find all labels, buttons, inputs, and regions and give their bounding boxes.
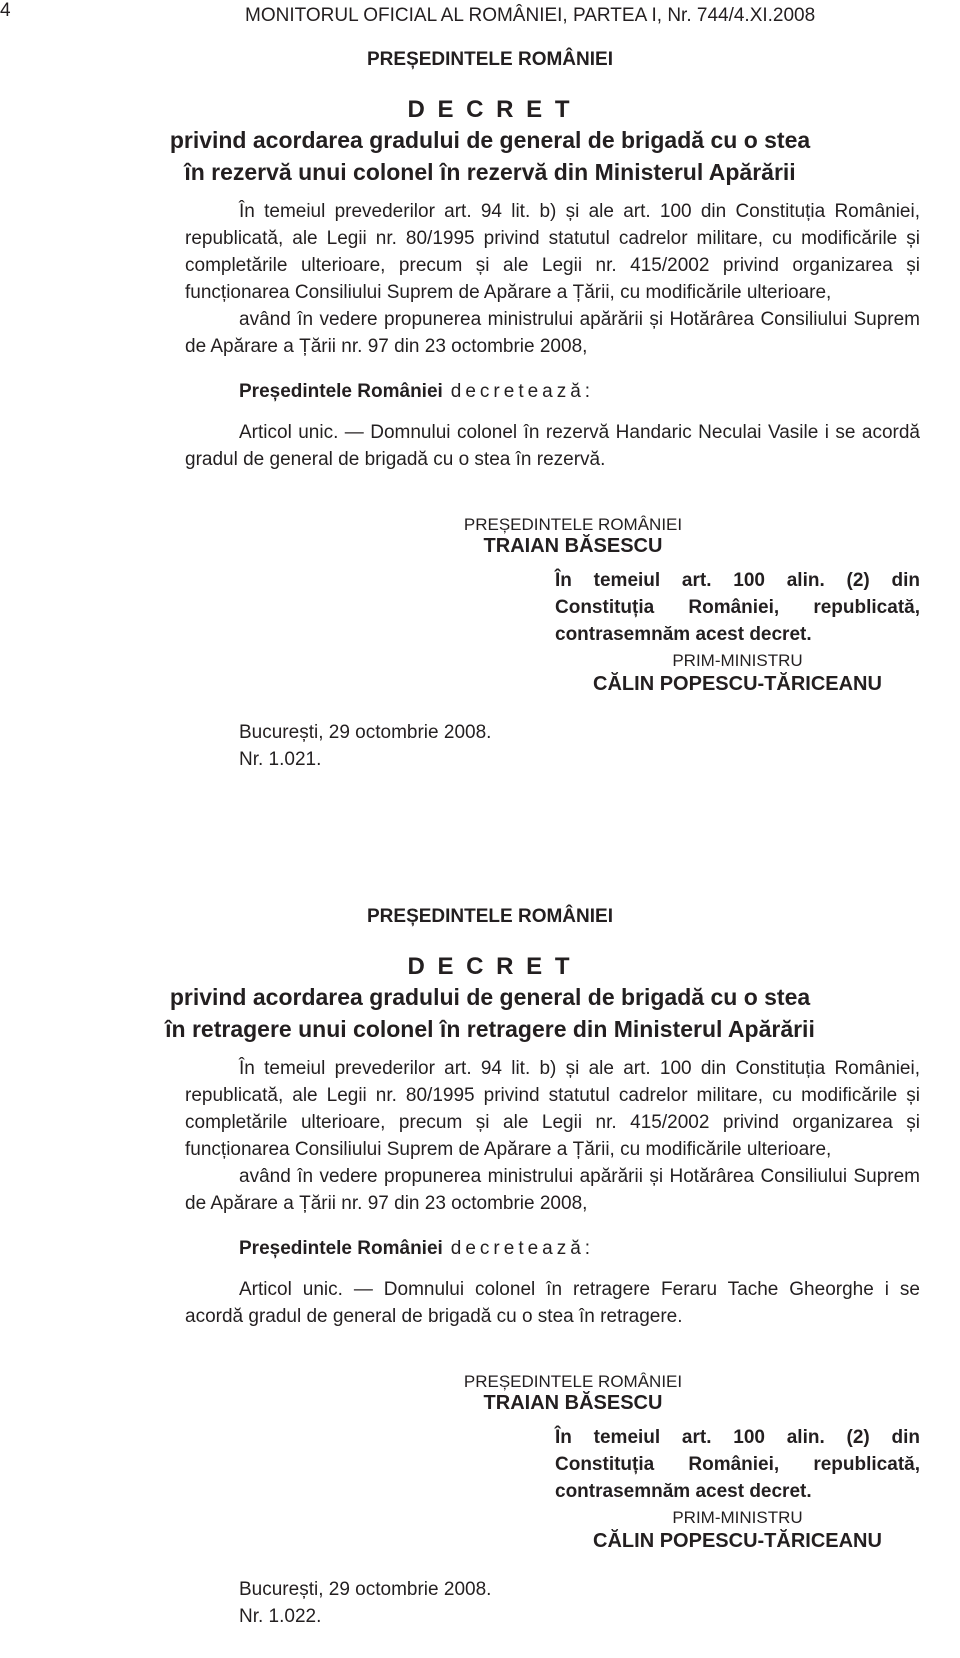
issuer-heading: PREȘEDINTELE ROMÂNIEI <box>367 49 613 70</box>
place-and-date <box>239 719 491 773</box>
signature-block <box>185 487 920 770</box>
legal-basis-paragraph: În temeiul prevederilor art. 94 lit. b) și ale art. 100 din Constituția României, republicată, ale Legii nr. 80/1995 privind statutul cadrelor militare, cu modificările și completările ulterioare, precum și ale Legii nr. 415/2002 privind organizarea și funcționarea Consiliului Suprem de Apărare a Țării, cu modificările ulterioare, <box>185 1058 920 1160</box>
countersign-line-2: Constituția României, republicată, <box>555 1454 920 1475</box>
decree-title-line-1: privind acordarea gradului de general de brigadă cu o stea <box>169 984 811 1010</box>
decree-number: Nr. 1.022. <box>239 1606 322 1627</box>
countersign-line-3: contrasemnăm acest decret. <box>555 624 812 645</box>
countersign-line-2: Constituția României, republicată, <box>555 597 920 618</box>
president-title: PREȘEDINTELE ROMÂNIEI <box>463 1372 683 1391</box>
prime-minister-title: PRIM-MINISTRU <box>672 651 803 670</box>
place-and-date <box>239 1576 491 1630</box>
legal-basis-paragraph: În temeiul prevederilor art. 94 lit. b) și ale art. 100 din Constituția României, republicată, ale Legii nr. 80/1995 privind statutul cadrelor militare, cu modificările și completările ulterioare, precum și ale Legii nr. 415/2002 privind organizarea și funcționarea Consiliului Suprem de Apărare a Țării, cu modificările ulterioare, <box>185 201 920 303</box>
countersign-line-1: În temeiul art. 100 alin. (2) din <box>555 1427 920 1448</box>
prime-minister-name: CĂLIN POPESCU-TĂRICEANU <box>593 673 882 695</box>
issue-date: București, 29 octombrie 2008. <box>239 722 492 743</box>
decree-title-line-2: în rezervă unui colonel în rezervă din Ministerul Apărării <box>184 159 796 185</box>
enacting-subject: Președintele României <box>239 381 443 402</box>
decree-body <box>185 1055 920 1627</box>
decree-1021 <box>0 48 960 770</box>
enacting-formula <box>239 1235 920 1262</box>
decree-number: Nr. 1.021. <box>239 749 322 770</box>
president-name: TRAIAN BĂSESCU <box>483 535 663 557</box>
signature-block <box>185 1344 920 1627</box>
single-article: Articol unic. — Domnului colonel în retragere Feraru Tache Gheorghe i se acordă gradul de general de brigadă cu o stea în retragere. <box>185 1279 920 1327</box>
decree-title-line-2: în retragere unui colonel în retragere din Ministerul Apărării <box>165 1016 815 1042</box>
countersignature-text <box>555 567 920 648</box>
countersignature-text <box>555 1424 920 1505</box>
president-title: PREȘEDINTELE ROMÂNIEI <box>463 515 683 534</box>
decree-label: D E C R E T <box>407 96 573 123</box>
single-article: Articol unic. — Domnului colonel în rezervă Handaric Neculai Vasile i se acordă gradul de general de brigadă cu o stea în rezervă. <box>185 422 920 470</box>
prime-minister-title: PRIM-MINISTRU <box>672 1508 803 1527</box>
countersign-line-3: contrasemnăm acest decret. <box>555 1481 812 1502</box>
gazette-header: MONITORUL OFICIAL AL ROMÂNIEI, PARTEA I, Nr. 744/4.XI.2008 <box>245 5 816 26</box>
enacting-formula <box>239 378 920 405</box>
decree-body <box>185 198 920 770</box>
president-name: TRAIAN BĂSESCU <box>483 1392 663 1414</box>
countersign-line-1: În temeiul art. 100 alin. (2) din <box>555 570 920 591</box>
page-number: 4 <box>0 0 11 21</box>
issue-date: București, 29 octombrie 2008. <box>239 1579 492 1600</box>
decree-1022 <box>0 905 960 1627</box>
considering-paragraph: având în vedere propunerea ministrului apărării și Hotărârea Consiliului Suprem de Apărare a Țării nr. 97 din 23 octombrie 2008, <box>185 1166 920 1214</box>
issuer-heading: PREȘEDINTELE ROMÂNIEI <box>367 906 613 927</box>
prime-minister-name: CĂLIN POPESCU-TĂRICEANU <box>593 1530 882 1552</box>
enacting-verb: decretează: <box>450 381 595 402</box>
decree-title-line-1: privind acordarea gradului de general de brigadă cu o stea <box>169 127 811 153</box>
enacting-verb: decretează: <box>450 1238 595 1259</box>
considering-paragraph: având în vedere propunerea ministrului apărării și Hotărârea Consiliului Suprem de Apărare a Țării nr. 97 din 23 octombrie 2008, <box>185 309 920 357</box>
decree-label: D E C R E T <box>407 953 573 980</box>
enacting-subject: Președintele României <box>239 1238 443 1259</box>
